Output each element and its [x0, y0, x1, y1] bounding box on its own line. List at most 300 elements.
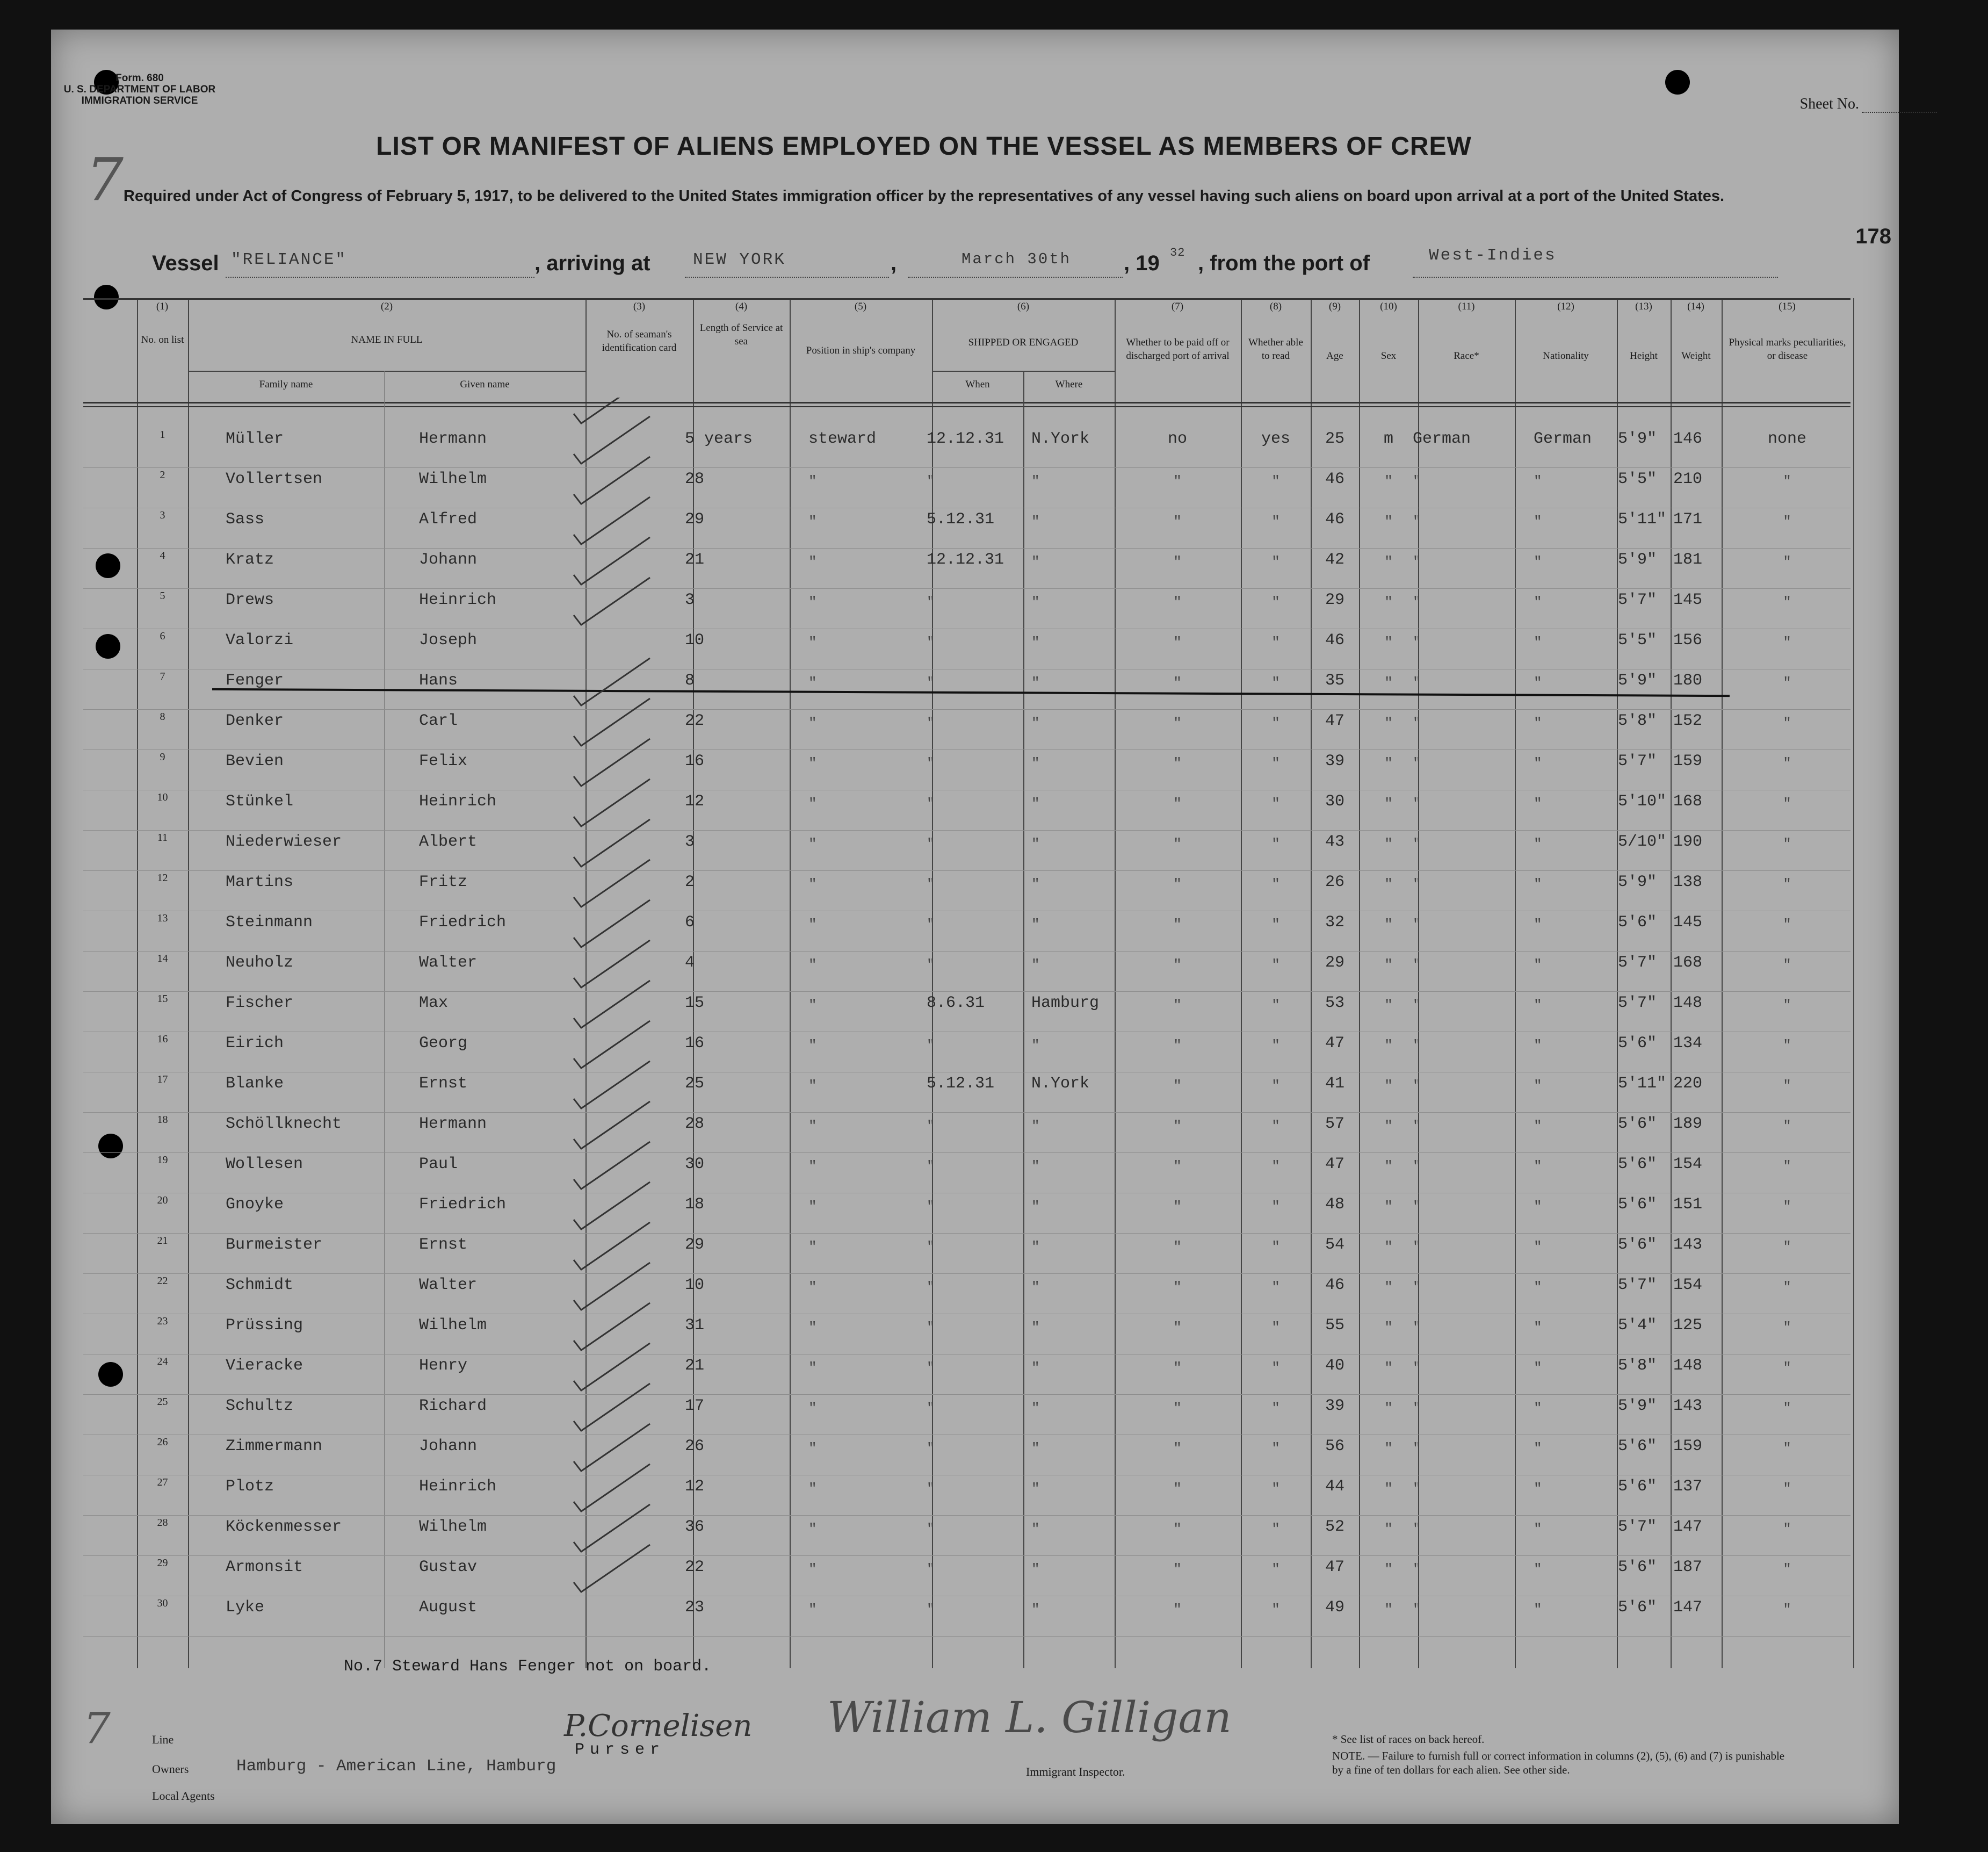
purser-signature: P.Cornelisen — [564, 1709, 753, 1743]
cell-sex: " — [1384, 1561, 1393, 1577]
cell-family: Plotz — [226, 1478, 274, 1496]
cell-sex: " — [1384, 836, 1393, 852]
cell-weight: 220 — [1673, 1075, 1703, 1093]
column-number: (6) — [1017, 301, 1030, 312]
cell-service: 16 — [685, 752, 705, 770]
cell-when: " — [927, 1481, 935, 1497]
cell-given: Felix — [419, 752, 468, 770]
cell-sex: " — [1384, 1400, 1393, 1416]
cell-weight: 145 — [1673, 913, 1703, 932]
cell-where: N.York — [1031, 430, 1090, 448]
cell-height: 5'6" — [1618, 1598, 1657, 1617]
cell-given: Hermann — [419, 1115, 487, 1133]
check-mark — [574, 1504, 650, 1552]
cell-read: " — [1271, 514, 1280, 530]
cell-family: Niederwieser — [226, 833, 342, 851]
cell-marks: " — [1783, 1602, 1791, 1618]
column-number: (12) — [1557, 301, 1574, 312]
cell-when: " — [927, 594, 935, 610]
races-note: * See list of races on back hereof. — [1332, 1733, 1485, 1746]
cell-where: " — [1031, 1158, 1040, 1174]
row-number: 23 — [157, 1315, 168, 1327]
cell-given: Albert — [419, 833, 478, 851]
cell-sex: " — [1384, 755, 1393, 772]
cell-sex: " — [1384, 635, 1393, 651]
cell-height: 5'9" — [1618, 873, 1657, 891]
cell-weight: 147 — [1673, 1598, 1703, 1617]
cell-race: " — [1413, 876, 1421, 892]
cell-age: 46 — [1325, 631, 1344, 650]
cell-when: " — [927, 1239, 935, 1255]
cell-family: Denker — [226, 712, 284, 730]
cell-paid: " — [1173, 473, 1182, 489]
row-number: 11 — [157, 832, 168, 844]
cell-marks: " — [1783, 594, 1791, 610]
cell-when: " — [927, 1199, 935, 1215]
cell-sex: " — [1384, 1521, 1393, 1537]
cell-height: 5'8" — [1618, 1357, 1657, 1375]
cell-paid: " — [1173, 675, 1182, 691]
table-row-rule — [83, 1112, 1850, 1113]
check-mark — [574, 457, 650, 504]
cell-service: 22 — [685, 1558, 705, 1576]
cell-height: 5'6" — [1618, 1115, 1657, 1133]
cell-paid: " — [1173, 1239, 1182, 1255]
cell-height: 5'11" — [1618, 510, 1667, 529]
cell-service: 17 — [685, 1397, 705, 1415]
row-number: 15 — [157, 993, 168, 1005]
cell-sex: " — [1384, 1320, 1393, 1336]
check-mark — [574, 578, 650, 625]
cell-race: " — [1413, 1440, 1421, 1457]
cell-nationality: " — [1534, 1481, 1542, 1497]
cell-position: " — [808, 997, 817, 1013]
cell-nationality: " — [1534, 1239, 1542, 1255]
column-rule — [1418, 298, 1419, 1668]
cell-service: 31 — [685, 1316, 705, 1335]
cell-service: 21 — [685, 551, 705, 569]
year-prefix: , 19 — [1124, 251, 1160, 275]
cell-position: " — [808, 715, 817, 731]
cell-paid: " — [1173, 1199, 1182, 1215]
table-row-rule — [83, 588, 1850, 589]
cell-given: Gustav — [419, 1558, 478, 1576]
cell-nationality: " — [1534, 1400, 1542, 1416]
cell-where: " — [1031, 796, 1040, 812]
cell-weight: 146 — [1673, 430, 1703, 448]
cell-height: 5'6" — [1618, 1437, 1657, 1455]
column-rule — [1853, 298, 1854, 1668]
punch-hole — [1665, 70, 1690, 95]
cell-sex: " — [1384, 1279, 1393, 1295]
row-number: 28 — [157, 1517, 168, 1529]
row-number: 10 — [157, 791, 168, 803]
owners-value: Hamburg - American Line, Hamburg — [236, 1757, 556, 1776]
cell-position: " — [808, 1320, 817, 1336]
cell-service: 12 — [685, 1478, 705, 1496]
cell-race: " — [1413, 1320, 1421, 1336]
column-header-family: Family name — [259, 379, 313, 390]
column-header-c12: Nationality — [1543, 350, 1589, 362]
vessel-name-line — [226, 277, 534, 278]
cell-weight: 138 — [1673, 873, 1703, 891]
cell-service: 29 — [685, 510, 705, 529]
cell-nationality: " — [1534, 1561, 1542, 1577]
cell-sex: " — [1384, 957, 1393, 973]
cell-sex: " — [1384, 796, 1393, 812]
cell-position: " — [808, 917, 817, 933]
cell-when: " — [927, 1158, 935, 1174]
cell-position: " — [808, 1521, 817, 1537]
table-row-rule — [83, 951, 1850, 952]
check-mark — [574, 398, 650, 423]
row-number: 9 — [160, 751, 165, 763]
cell-nationality: " — [1534, 1279, 1542, 1295]
column-number: (3) — [633, 301, 646, 312]
cell-marks: " — [1783, 635, 1791, 651]
cell-family: Zimmermann — [226, 1437, 323, 1455]
cell-paid: " — [1173, 1521, 1182, 1537]
cell-given: Henry — [419, 1357, 468, 1375]
column-number: (2) — [380, 301, 393, 312]
cell-height: 5'7" — [1618, 954, 1657, 972]
cell-marks: " — [1783, 715, 1791, 731]
cell-race: " — [1413, 836, 1421, 852]
cell-read: " — [1271, 836, 1280, 852]
check-mark — [574, 1021, 650, 1068]
cell-paid: " — [1173, 514, 1182, 530]
cell-read: " — [1271, 554, 1280, 570]
cell-service: 26 — [685, 1437, 705, 1455]
check-mark — [574, 900, 650, 947]
table-top-rule — [83, 298, 1850, 300]
cell-race: " — [1413, 1037, 1421, 1054]
cell-marks: " — [1783, 836, 1791, 852]
cell-when: " — [927, 917, 935, 933]
cell-family: Vollertsen — [226, 470, 323, 488]
check-mark — [574, 497, 650, 544]
cell-race: " — [1413, 1400, 1421, 1416]
cell-given: Wilhelm — [419, 1316, 487, 1335]
cell-where: " — [1031, 1481, 1040, 1497]
cell-when: 12.12.31 — [927, 430, 1004, 448]
check-mark — [574, 1142, 650, 1189]
cell-marks: " — [1783, 917, 1791, 933]
cell-race: " — [1413, 997, 1421, 1013]
cell-read: " — [1271, 473, 1280, 489]
cell-paid: " — [1173, 1279, 1182, 1295]
punch-hole — [98, 1362, 123, 1387]
cell-race: " — [1413, 715, 1421, 731]
cell-read: " — [1271, 755, 1280, 772]
cell-weight: 187 — [1673, 1558, 1703, 1576]
column-rule — [932, 298, 933, 1668]
table-row-rule — [83, 1394, 1850, 1395]
cell-race: " — [1413, 1561, 1421, 1577]
cell-position: " — [808, 1440, 817, 1457]
cell-marks: " — [1783, 1360, 1791, 1376]
cell-weight: 137 — [1673, 1478, 1703, 1496]
cell-where: N.York — [1031, 1075, 1090, 1093]
cell-when: " — [927, 836, 935, 852]
cell-when: " — [927, 1602, 935, 1618]
check-mark — [574, 1222, 650, 1270]
cell-position: steward — [808, 430, 877, 448]
form-identifier: Form. 680 U. S. DEPARTMENT OF LABOR IMMIGRATION SERVICE — [63, 73, 216, 106]
cell-read: " — [1271, 1158, 1280, 1174]
cell-race: " — [1413, 917, 1421, 933]
cell-weight: 189 — [1673, 1115, 1703, 1133]
document-title: LIST OR MANIFEST OF ALIENS EMPLOYED ON THE VESSEL AS MEMBERS OF CREW — [376, 132, 1472, 161]
cell-sex: " — [1384, 1158, 1393, 1174]
cell-position: " — [808, 594, 817, 610]
cell-where: " — [1031, 1561, 1040, 1577]
table-row-rule — [83, 1233, 1850, 1234]
column-number: (15) — [1779, 301, 1796, 312]
cell-where: " — [1031, 1037, 1040, 1054]
cell-given: Paul — [419, 1155, 458, 1173]
cell-sex: " — [1384, 1118, 1393, 1134]
cell-given: Alfred — [419, 510, 478, 529]
row-number: 14 — [157, 953, 168, 964]
cell-race: " — [1413, 1158, 1421, 1174]
cell-where: " — [1031, 876, 1040, 892]
cell-height: 5'6" — [1618, 1236, 1657, 1254]
check-mark — [574, 1383, 650, 1431]
cell-family: Müller — [226, 430, 284, 448]
owners-label: Owners — [152, 1762, 189, 1776]
cell-when: " — [927, 1521, 935, 1537]
cell-height: 5'7" — [1618, 1518, 1657, 1536]
cell-nationality: " — [1534, 554, 1542, 570]
cell-weight: 145 — [1673, 591, 1703, 609]
cell-paid: " — [1173, 715, 1182, 731]
cell-given: Hans — [419, 672, 458, 690]
cell-sex: " — [1384, 715, 1393, 731]
cell-height: 5'10" — [1618, 792, 1667, 811]
cell-where: " — [1031, 1602, 1040, 1618]
footer-note: No.7 Steward Hans Fenger not on board. — [344, 1658, 712, 1676]
cell-marks: " — [1783, 1118, 1791, 1134]
cell-weight: 181 — [1673, 551, 1703, 569]
cell-paid: " — [1173, 594, 1182, 610]
cell-marks: " — [1783, 1239, 1791, 1255]
cell-sex: " — [1384, 1602, 1393, 1618]
cell-paid: " — [1173, 917, 1182, 933]
cell-weight: 125 — [1673, 1316, 1703, 1335]
check-mark — [574, 1182, 650, 1229]
cell-service: 18 — [685, 1195, 705, 1214]
cell-height: 5'7" — [1618, 752, 1657, 770]
cell-race: " — [1413, 1360, 1421, 1376]
cell-when: " — [927, 635, 935, 651]
cell-paid: " — [1173, 957, 1182, 973]
cell-weight: 143 — [1673, 1397, 1703, 1415]
check-mark — [574, 981, 650, 1028]
cell-race: " — [1413, 554, 1421, 570]
cell-marks: " — [1783, 1199, 1791, 1215]
cell-race: " — [1413, 473, 1421, 489]
cell-age: 55 — [1325, 1316, 1344, 1335]
cell-paid: " — [1173, 1078, 1182, 1094]
cell-service: 16 — [685, 1034, 705, 1053]
cell-paid: " — [1173, 1440, 1182, 1457]
cell-sex: " — [1384, 675, 1393, 691]
cell-where: " — [1031, 514, 1040, 530]
cell-given: Georg — [419, 1034, 468, 1053]
cell-when: " — [927, 1279, 935, 1295]
from-port: West-Indies — [1429, 246, 1557, 265]
cell-paid: " — [1173, 1320, 1182, 1336]
cell-given: Max — [419, 994, 449, 1012]
cell-where: " — [1031, 1521, 1040, 1537]
cell-family: Valorzi — [226, 631, 294, 650]
check-mark — [574, 416, 650, 464]
cell-marks: " — [1783, 1037, 1791, 1054]
cell-when: 5.12.31 — [927, 510, 995, 529]
line-label: Line — [152, 1733, 174, 1746]
cell-family: Prüssing — [226, 1316, 303, 1335]
cell-service: 28 — [685, 1115, 705, 1133]
cell-age: 25 — [1325, 430, 1344, 448]
vessel-label: Vessel — [152, 251, 219, 275]
cell-position: " — [808, 1481, 817, 1497]
cell-service: 12 — [685, 792, 705, 811]
cell-given: Walter — [419, 954, 478, 972]
cell-given: Johann — [419, 551, 478, 569]
cell-height: 5'8" — [1618, 712, 1657, 730]
cell-height: 5'11" — [1618, 1075, 1667, 1093]
column-number: (10) — [1380, 301, 1397, 312]
cell-marks: none — [1767, 430, 1806, 448]
cell-position: " — [808, 1360, 817, 1376]
cell-given: Friedrich — [419, 913, 507, 932]
cell-race: " — [1413, 1118, 1421, 1134]
cell-weight: 210 — [1673, 470, 1703, 488]
column-rule — [137, 298, 138, 1668]
cell-position: " — [808, 1078, 817, 1094]
cell-age: 53 — [1325, 994, 1344, 1012]
row-number: 7 — [160, 671, 165, 682]
cell-paid: " — [1173, 1481, 1182, 1497]
cell-nationality: " — [1534, 1602, 1542, 1618]
column-number: (9) — [1328, 301, 1341, 312]
inspector-label: Immigrant Inspector. — [1026, 1765, 1125, 1778]
cell-nationality: " — [1534, 1078, 1542, 1094]
cell-height: 5'4" — [1618, 1316, 1657, 1335]
cell-nationality: " — [1534, 917, 1542, 933]
cell-service: 3 — [685, 833, 695, 851]
cell-family: Vieracke — [226, 1357, 303, 1375]
row-number: 18 — [157, 1114, 168, 1126]
cell-age: 26 — [1325, 873, 1344, 891]
cell-given: Richard — [419, 1397, 487, 1415]
cell-sex: m — [1383, 430, 1393, 448]
column-number: (11) — [1458, 301, 1475, 312]
cell-family: Stünkel — [226, 792, 294, 811]
cell-height: 5'6" — [1618, 1478, 1657, 1496]
cell-position: " — [808, 755, 817, 772]
cell-given: Johann — [419, 1437, 478, 1455]
row-number: 13 — [157, 912, 168, 924]
cell-age: 48 — [1325, 1195, 1344, 1214]
cell-race: " — [1413, 514, 1421, 530]
cell-when: " — [927, 1440, 935, 1457]
column-rule — [188, 298, 189, 1668]
inspector-signature: William L. Gilligan — [827, 1692, 1232, 1742]
cell-age: 35 — [1325, 672, 1344, 690]
cell-nationality: " — [1534, 675, 1542, 691]
row-number: 6 — [160, 630, 165, 642]
cell-read: " — [1271, 957, 1280, 973]
cell-read: " — [1271, 715, 1280, 731]
cell-position: " — [808, 1199, 817, 1215]
cell-service: 10 — [685, 1276, 705, 1294]
cell-paid: " — [1173, 1561, 1182, 1577]
purser-label: Purser — [575, 1741, 666, 1759]
cell-nationality: " — [1534, 1320, 1542, 1336]
cell-where: " — [1031, 635, 1040, 651]
cell-service: 6 — [685, 913, 695, 932]
cell-nationality: " — [1534, 1199, 1542, 1215]
cell-marks: " — [1783, 1078, 1791, 1094]
sheet-number-label: Sheet No. — [1799, 96, 1859, 112]
cell-paid: " — [1173, 876, 1182, 892]
cell-marks: " — [1783, 1320, 1791, 1336]
cell-height: 5'9" — [1618, 430, 1657, 448]
check-mark — [574, 1101, 650, 1149]
cell-age: 47 — [1325, 1558, 1344, 1576]
row-number: 5 — [160, 590, 165, 602]
cell-paid: " — [1173, 1037, 1182, 1054]
header-bottom-rule — [83, 406, 1850, 407]
table-row-rule — [83, 1152, 1850, 1153]
cell-nationality: " — [1534, 1037, 1542, 1054]
cell-marks: " — [1783, 473, 1791, 489]
cell-age: 47 — [1325, 1155, 1344, 1173]
cell-marks: " — [1783, 1158, 1791, 1174]
serial-number: 178 — [1855, 225, 1891, 248]
cell-family: Gnoyke — [226, 1195, 284, 1214]
cell-nationality: " — [1534, 755, 1542, 772]
cell-sex: " — [1384, 1078, 1393, 1094]
cell-race: " — [1413, 594, 1421, 610]
column-number: (8) — [1269, 301, 1282, 312]
cell-weight: 190 — [1673, 833, 1703, 851]
check-mark — [574, 1424, 650, 1471]
cell-position: " — [808, 514, 817, 530]
row-number: 27 — [157, 1476, 168, 1488]
cell-sex: " — [1384, 1199, 1393, 1215]
cell-marks: " — [1783, 514, 1791, 530]
check-mark — [574, 658, 650, 705]
row-number: 25 — [157, 1396, 168, 1408]
column-header-c6: SHIPPED OR ENGAGED — [968, 337, 1079, 348]
cell-where: " — [1031, 675, 1040, 691]
cell-nationality: German — [1534, 430, 1592, 448]
cell-read: " — [1271, 1199, 1280, 1215]
cell-nationality: " — [1534, 1118, 1542, 1134]
cell-height: 5'5" — [1618, 470, 1657, 488]
cell-when: " — [927, 1037, 935, 1054]
table-row-rule — [83, 709, 1850, 710]
cell-height: 5'6" — [1618, 1195, 1657, 1214]
cell-where: " — [1031, 1400, 1040, 1416]
year-suffix: 32 — [1170, 246, 1185, 260]
margin-mark: 7 — [83, 1703, 111, 1753]
row-number: 1 — [160, 429, 165, 441]
vessel-name: "RELIANCE" — [231, 250, 348, 269]
